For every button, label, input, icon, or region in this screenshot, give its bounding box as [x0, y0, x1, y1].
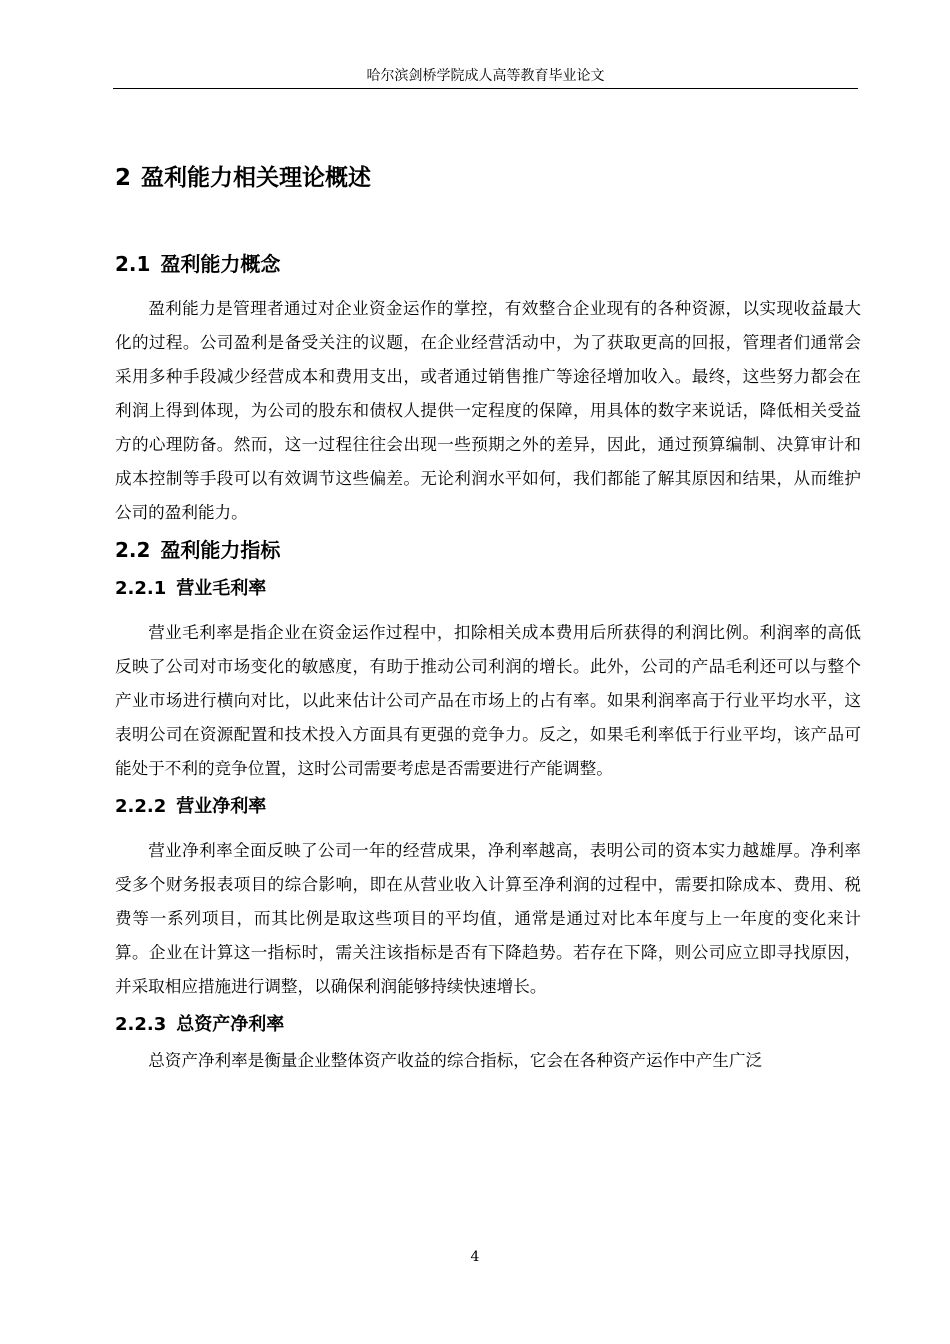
- section-title: 盈利能力指标: [160, 538, 281, 562]
- subsection-number: 2.2.1: [115, 578, 167, 599]
- page-content: [115, 160, 861, 1078]
- section-heading-2-2: [115, 534, 861, 566]
- running-header: 哈尔滨剑桥学院成人高等教育毕业论文: [366, 68, 605, 84]
- subsection-number: 2.2.2: [115, 796, 167, 817]
- chapter-heading: [115, 160, 861, 196]
- subsection-title: 营业净利率: [176, 796, 267, 817]
- section-number: 2.1: [115, 252, 151, 276]
- section-heading-2-1: [115, 248, 861, 280]
- page-number: 4: [470, 1249, 480, 1265]
- subsection-heading-2-2-1: [115, 574, 861, 604]
- paragraph-2-2-2: 营业净利率全面反映了公司一年的经营成果，净利率越高，表明公司的资本实力越雄厚。净利率受多个财务报表项目的综合影响，即在从营业收入计算至净利润的过程中，需要扣除成本、费用、税费等一系列项目，而其比例是取这些项目的平均值，通常是通过对比本年度与上一年度的变化来计算。企业在计算这一指标时，需关注该指标是否有下降趋势。若存在下降，则公司应立即寻找原因，并采取相应措施进行调整，以确保利润能够持续快速增长。: [115, 841, 861, 996]
- section-number: 2.2: [115, 538, 151, 562]
- paragraph-2-2-3: 总资产净利率是衡量企业整体资产收益的综合指标，它会在各种资产运作中产生广泛: [148, 1051, 763, 1070]
- subsection-heading-2-2-3: [115, 1010, 861, 1040]
- section-title: 盈利能力概念: [160, 252, 281, 276]
- header-rule: [113, 88, 858, 89]
- paragraph-2-2-1: 营业毛利率是指企业在资金运作过程中，扣除相关成本费用后所获得的利润比例。利润率的高低反映了公司对市场变化的敏感度，有助于推动公司利润的增长。此外，公司的产品毛利还可以与整个产业市场进行横向对比，以此来估计公司产品在市场上的占有率。如果利润率高于行业平均水平，这表明公司在资源配置和技术投入方面具有更强的竞争力。反之，如果毛利率低于行业平均，该产品可能处于不利的竞争位置，这时公司需要考虑是否需要进行产能调整。: [115, 623, 861, 778]
- subsection-title: 营业毛利率: [176, 578, 267, 599]
- subsection-number: 2.2.3: [115, 1014, 167, 1035]
- chapter-number: 2: [115, 165, 132, 191]
- subsection-title: 总资产净利率: [176, 1014, 285, 1035]
- subsection-heading-2-2-2: [115, 792, 861, 822]
- chapter-title: 盈利能力相关理论概述: [141, 165, 372, 191]
- paragraph-2-1: 盈利能力是管理者通过对企业资金运作的掌控，有效整合企业现有的各种资源，以实现收益最大化的过程。公司盈利是备受关注的议题，在企业经营活动中，为了获取更高的回报，管理者们通常会采用多种手段减少经营成本和费用支出，或者通过销售推广等途径增加收入。最终，这些努力都会在利润上得到体现，为公司的股东和债权人提供一定程度的保障，用具体的数字来说话，降低相关受益方的心理防备。然而，这一过程往往会出现一些预期之外的差异，因此，通过预算编制、决算审计和成本控制等手段可以有效调节这些偏差。无论利润水平如何，我们都能了解其原因和结果，从而维护公司的盈利能力。: [115, 299, 861, 522]
